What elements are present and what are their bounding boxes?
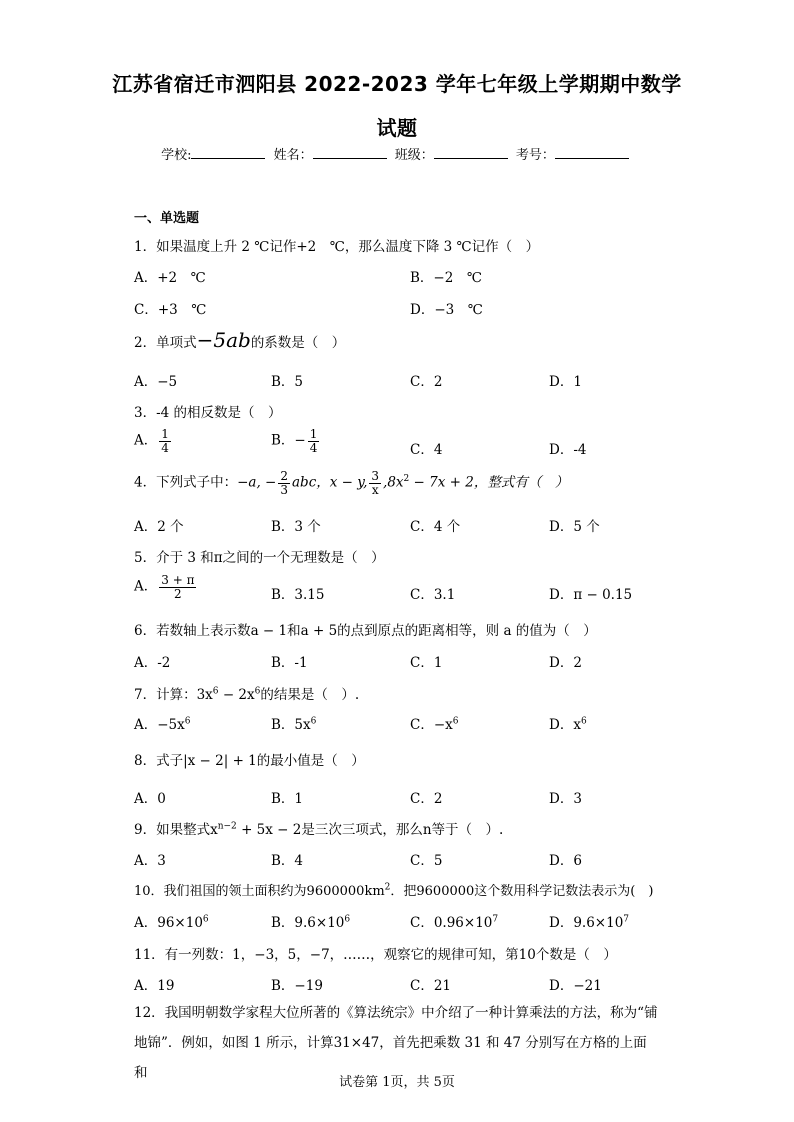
q7-pre: 7．计算：3x: [134, 687, 213, 703]
q2-post: 的系数是（ ）: [250, 335, 346, 351]
q10-d-text: D．9.6×10: [549, 915, 624, 931]
school-label: 学校:: [161, 148, 192, 163]
exam-title-line2: 试题: [376, 116, 418, 140]
q3-a-label: A．: [134, 432, 158, 449]
q3-option-a: [134, 428, 173, 454]
q4-f1-den: 3: [280, 482, 288, 497]
q1-option-c: C．+3 ℃: [134, 302, 207, 318]
q7-c-text: C．−x: [410, 717, 453, 733]
q10-option-a: [134, 911, 209, 931]
q3-b-num: 1: [309, 427, 318, 441]
q4-f1-num: 2: [280, 469, 288, 483]
q4-option-b: B．3 个: [271, 519, 321, 535]
q8-option-a: A．0: [134, 791, 166, 807]
q7-option-a: [134, 713, 191, 733]
q2-expression: −5ab: [196, 328, 251, 352]
q6-option-c: C．1: [410, 655, 443, 671]
q4-fraction1: [278, 470, 290, 496]
q4-expr2: abc，x − y,: [292, 474, 368, 491]
q7-post: 的结果是（ ）.: [260, 687, 360, 703]
q4-option-c: C．4 个: [410, 519, 461, 535]
q9-option-b: B．4: [271, 853, 304, 869]
q10-pre: 10．我们祖国的领土面积约为9600000km: [134, 884, 385, 899]
q1-option-a: A．+2 ℃: [134, 270, 206, 286]
q8-option-c: C．2: [410, 791, 443, 807]
q10-sup: 2: [384, 882, 391, 893]
class-label: 班级：: [394, 148, 434, 163]
q4-expr3-sup: 2: [403, 474, 410, 485]
q5-a-label: A．: [134, 578, 158, 595]
q11-option-a: A．19: [134, 978, 175, 994]
q9-option-c: C．5: [410, 853, 443, 869]
page-footer: 试卷第 1页，共 5页: [339, 1075, 455, 1090]
question-6: 6．若数轴上表示数a − 1和a + 5的点到原点的距离相等，则 a 的值为（ ）: [134, 623, 597, 639]
q4-expr1: −a, −: [237, 474, 277, 491]
q9-option-d: D．6: [549, 853, 582, 869]
q7-b-sup: 6: [310, 716, 317, 727]
q10-option-b: [271, 911, 350, 931]
question-2: [134, 328, 345, 352]
q10-post: ．把9600000这个数用科学记数法表示为( ): [390, 884, 654, 899]
q7-a-text: A．−5x: [134, 717, 185, 733]
name-field[interactable]: [313, 146, 387, 159]
question-10: [134, 880, 653, 899]
q7-option-b: [271, 713, 316, 733]
q2-option-d: D．1: [549, 374, 582, 390]
section-heading: 一、单选题: [134, 211, 200, 226]
q3-b-label: B．: [271, 432, 295, 449]
q2-option-a: A．−5: [134, 374, 178, 390]
q10-option-d: [549, 911, 629, 931]
q5-a-num: 3 + π: [161, 573, 195, 587]
q9-post: + 5x − 2是三次三项式，那么n等于（ ）.: [236, 822, 504, 838]
q7-d-sup: 6: [580, 716, 587, 727]
class-field[interactable]: [434, 146, 508, 159]
q4-fraction2: [369, 470, 381, 496]
q9-pre: 9．如果整式x: [134, 822, 218, 838]
q6-option-a: A．-2: [134, 655, 171, 671]
q4-f2-den: x: [371, 482, 379, 497]
question-9: [134, 818, 503, 838]
question-12: 12．我国明朝数学家程大位所著的《算法统宗》中介绍了一种计算乘法的方法，称为“铺地锦”．例如，如图 1 所示，计算31×47，首先把乘数 31 和 47 分别写在方格的上面和: [134, 1005, 658, 1081]
q11-option-c: C．21: [410, 978, 452, 994]
q4-option-a: A．2 个: [134, 519, 184, 535]
q10-a-sup: 6: [202, 914, 209, 925]
student-info-row: [0, 144, 794, 163]
q3-option-d: D．-4: [549, 442, 587, 458]
q5-a-fraction: [159, 574, 196, 600]
q4-option-d: D．5 个: [549, 519, 600, 535]
q6-option-b: B．-1: [271, 655, 308, 671]
question-5: 5．介于 3 和π之间的一个无理数是（ ）: [134, 550, 385, 566]
q5-option-b: B．3.15: [271, 587, 325, 603]
q1-option-b: B．−2 ℃: [410, 270, 482, 286]
q1-option-d: D．−3 ℃: [410, 302, 483, 318]
q10-c-text: C．0.96×10: [410, 915, 493, 931]
q10-a-text: A．96×10: [134, 915, 203, 931]
question-1: 1．如果温度上升 2 ℃记作+2 ℃，那么温度下降 3 ℃记作（ ）: [134, 239, 540, 255]
question-11: 11．有一列数：1，−3，5，−7，……，观察它的规律可知，第10个数是（ ）: [134, 947, 617, 963]
q4-f2-num: 3: [371, 469, 380, 483]
q10-c-sup: 7: [492, 914, 499, 925]
question-7: [134, 683, 359, 703]
question-8: 8．式子|x − 2| + 1的最小值是（ ）: [134, 753, 365, 769]
q3-option-c: C．4: [410, 442, 443, 458]
id-label: 考号：: [515, 148, 555, 163]
q3-a-den: 4: [161, 440, 169, 455]
q3-b-den: 4: [309, 440, 318, 455]
q3-a-fraction: [159, 428, 171, 454]
q9-option-a: A．3: [134, 853, 166, 869]
q5-option-d: D．π − 0.15: [549, 587, 633, 603]
q10-option-c: [410, 911, 498, 931]
school-field[interactable]: [191, 146, 265, 159]
q5-a-den: 2: [174, 586, 182, 601]
q4-expr4: − 7x + 2，整式有（ ）: [409, 474, 569, 491]
question-3: 3．-4 的相反数是（ ）: [134, 405, 282, 421]
q2-option-b: B．5: [271, 374, 304, 390]
q9-sup: n−2: [217, 821, 237, 832]
q7-mid: − 2x: [218, 687, 255, 703]
q3-b-sign: −: [294, 432, 306, 449]
q7-a-sup: 6: [184, 716, 191, 727]
q7-d-text: D．x: [549, 717, 581, 733]
q3-option-b: [271, 428, 321, 454]
q7-sup2: 6: [254, 686, 261, 697]
q7-option-d: [549, 713, 587, 733]
q7-option-c: [410, 713, 459, 733]
id-field[interactable]: [555, 146, 629, 159]
q8-option-d: D．3: [549, 791, 582, 807]
q8-option-b: B．1: [271, 791, 304, 807]
q7-c-sup: 6: [452, 716, 459, 727]
q3-b-fraction: [308, 428, 320, 454]
q4-pre: 4．下列式子中：: [134, 474, 238, 491]
q5-option-a: [134, 574, 198, 600]
q6-option-d: D．2: [549, 655, 582, 671]
q3-a-num: 1: [161, 427, 169, 441]
q11-option-d: D．−21: [549, 978, 602, 994]
question-4: [134, 470, 568, 496]
name-label: 姓名：: [273, 148, 313, 163]
q10-d-sup: 7: [623, 914, 630, 925]
q7-b-text: B．5x: [271, 717, 311, 733]
q5-option-c: C．3.1: [410, 587, 456, 603]
q10-b-sup: 6: [344, 914, 351, 925]
q11-option-b: B．−19: [271, 978, 323, 994]
q10-b-text: B．9.6×10: [271, 915, 345, 931]
q4-expr3: ,8x: [383, 474, 404, 491]
q2-pre: 2．单项式: [134, 335, 197, 351]
q7-sup1: 6: [212, 686, 219, 697]
exam-title-line1: 江苏省宿迁市泗阳县 2022-2023 学年七年级上学期期中数学: [112, 72, 682, 96]
q2-option-c: C．2: [410, 374, 443, 390]
